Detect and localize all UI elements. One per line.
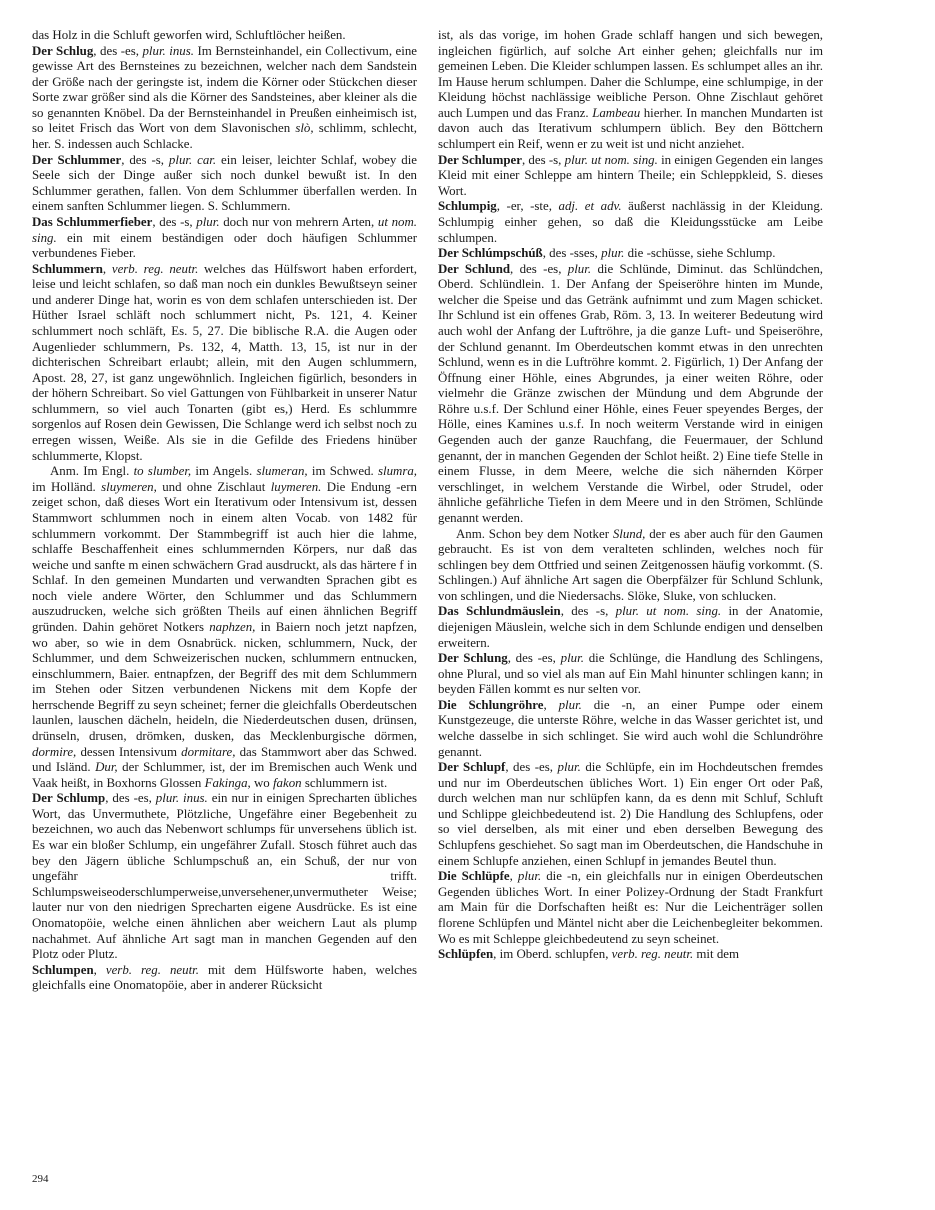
entry-text: dessen Intensivum — [76, 744, 182, 759]
italic-term: plur. — [567, 261, 592, 276]
left-column — [32, 28, 417, 994]
entry-text: in Baiern noch jetzt napfzen, wo aber, so wie in dem Osnabrück. nicken, schlummern, Nuck, der Schlummer, und dem Schweizerischen nucken, schlummern entnucken, einschlummern, Baier. entnapfzen, der Begriff des mit dem Schlummern im Stehen oder Sitzen verbundenen Nickens mit dem Kopfe der herrschende Begriff zu seyn scheinet; ferner die gleichfalls Oberdeutschen launlen, lauschen dächeln, heideln, die Niederdeutschen dusen, drünsen, drünseln, drusen, drömken, dusken, das Mecklenburgische dörmen, — [32, 619, 417, 744]
dictionary-entry — [438, 651, 823, 698]
dictionary-entry — [32, 963, 417, 994]
entry-text: schlummern ist. — [301, 775, 388, 790]
dictionary-entry — [438, 604, 823, 651]
page-number: 294 — [32, 1173, 49, 1185]
italic-term: slumra, — [377, 464, 418, 479]
entry-text: in der Anatomie, diejenigen Mäuslein, welche sich in dem Schlunde endigen und denselben erweitern. — [438, 604, 823, 650]
italic-term: adj. et adv. — [558, 199, 622, 214]
entry-text: die -schüsse, siehe Schlump. — [624, 246, 776, 261]
entry-text: im Angels. — [191, 464, 257, 479]
dictionary-entry — [438, 28, 823, 153]
headword: Schlumpen — [32, 962, 94, 977]
entry-text: im Schwed. — [307, 464, 378, 479]
headword: Der Schlump — [32, 791, 106, 806]
italic-term: Slund, — [612, 526, 646, 541]
headword: Das Schlummerfieber — [32, 214, 153, 229]
italic-term: verb. reg. neutr. — [111, 261, 199, 276]
headword: Schlumpig — [438, 199, 497, 214]
dictionary-entry — [32, 153, 417, 215]
dictionary-entry — [438, 760, 823, 869]
italic-term: dormitare, — [181, 744, 236, 759]
italic-term: to slumber, — [133, 464, 192, 479]
italic-term: Dur, — [95, 760, 118, 775]
italic-term: fakon — [272, 775, 302, 790]
headword: Das Schlundmäuslein — [438, 604, 561, 619]
headword: Der Schlúmpschúß — [438, 246, 543, 261]
italic-term: Lambeau — [592, 105, 641, 120]
italic-term: plur. inus. — [155, 791, 208, 806]
headword: Der Schlund — [438, 261, 511, 276]
entry-text: hierher. In manchen Mundarten ist davon auch das Iterativum schlumpern üblich. Bey den Böttchern schlumpert ein Reif, wenn er zu weit ist und nicht anziehet. — [438, 105, 823, 152]
italic-term: ut nom. sing. — [32, 214, 417, 245]
italic-term: luymeren. — [270, 479, 322, 494]
entry-text: die Schlünge, die Handlung des Schlingens, ohne Plural, und so viel als man auf Ein Mahl hinunter schlingen kann; in beyden Fällen kommt es nur selten vor. — [438, 651, 823, 697]
entry-text: Anm. Im Engl. — [50, 464, 134, 479]
italic-term: plur. ut nom. sing. — [564, 152, 658, 167]
italic-term: plur. — [517, 869, 542, 884]
entry-text: , des -es, — [505, 760, 558, 775]
italic-term: slò, — [295, 121, 314, 136]
dictionary-entry — [32, 28, 417, 44]
entry-text: , des -s, — [521, 152, 565, 167]
entry-text: Die Endung -ern zeiget schon, daß dieses Wort ein Iterativum oder Intensivum ist, dessen Stammwort schlummen noch in einem alten Vocab. von 1482 für schlummern vorkommt. Der Stammbegriff ist auch hier die lahme, schlaffe Beschaffenheit eines schlummernden Körpers, nur daß das weiche und sanfte m einen schwächern Grad ausdruckt, als das härtere f in Schlaf. In den gemeinen Mundarten und verwandten Sprachen gibt es noch viele andere Wörter, den Schlummer und das Schlummern auszudrucken, welche sich größten Theils auf einen ähnlichen Begriff gründen. Dahin gehöret Notkers — [32, 479, 417, 634]
dictionary-entry — [32, 44, 417, 153]
entry-text: mit dem — [693, 947, 740, 962]
entry-text: , des -s, — [152, 214, 197, 229]
headword: Der Schlumper — [438, 152, 522, 167]
dictionary-entry — [32, 262, 417, 465]
entry-text: wo — [250, 775, 273, 790]
entry-text: der Schlummer, ist, der im Bremischen auch Wenk und Vaak heißt, in Boxhorns Glossen — [32, 760, 417, 790]
italic-term: naphzen, — [209, 619, 256, 634]
headword: Der Schlug — [32, 43, 94, 58]
italic-term: dormire, — [32, 744, 77, 759]
italic-term: plur. car. — [168, 152, 217, 167]
italic-term: plur. — [560, 651, 584, 666]
entry-text: Im Bernsteinhandel, ein Collectivum, eine gewisse Art des Bernsteines zu bezeichnen, welcher nach dem Sandstein der Größe nach der geringste ist, indem die Körner oder Stückchen dieser Sorte zwar größer sind als die Körner des Sandsteines, aber kleiner als die so genannten Knöbel. Da der Bernsteinhandel in Preußen einheimisch ist, so leitet Frisch das Wort von dem Slavonischen — [32, 43, 418, 136]
italic-term: plur. — [601, 246, 625, 261]
entry-text: , des -s, — [560, 604, 616, 619]
italic-term: Fakinga, — [204, 775, 251, 790]
annotation-paragraph — [32, 464, 417, 791]
entry-text: , des -sses, — [542, 246, 602, 261]
italic-term: plur. inus. — [142, 43, 194, 58]
dictionary-entry — [438, 199, 823, 246]
entry-text: , des -es, — [93, 43, 143, 58]
entry-text: , -er, -ste, — [496, 199, 559, 214]
italic-term: verb. reg. neutr. — [611, 947, 694, 962]
dictionary-entry — [438, 698, 823, 760]
headword: Der Schlupf — [438, 760, 506, 775]
entry-text: in einigen Gegenden ein langes Kleid mit einer Schleppe am hintern Theile; ein Schleppkleid, S. dieses Wort. — [438, 152, 823, 198]
entry-text: schlimm, schlecht, her. S. indessen auch Schlacke. — [32, 121, 417, 152]
entry-text: ein nur in einigen Sprecharten übliches Wort, das Unvermuthete, Plötzliche, Ungefähre einer Begebenheit zu bezeichnen, wo auch das Nebenwort schlumps für unversehens üblich ist. Es war ein bloßer Schlump, ein ungefährer Zufall. Stosch führet auch das bey den Jägern übliche Schlumpschuß an, ein Schuß, der nur von ungefähr trifft. Schlumpsweiseoderschlumperweise,unversehener,unvermutheter Weise; lauter nur von den niedrigen Sprecharten eigene Ausdrücke. Es ist eine Onomatopöie, welche einen ähnlichen aber weichern Laut als plump nachahmet. Auf ähnliche Art sagt man in manchen Gegenden auf den Plotz oder Plutz. — [32, 791, 418, 962]
dictionary-entry — [32, 215, 417, 262]
right-column — [438, 28, 823, 963]
headword: Die Schlüpfe — [438, 869, 510, 884]
dictionary-entry — [438, 153, 823, 200]
entry-text: , des -es, — [507, 651, 561, 666]
italic-term: plur. — [558, 697, 582, 712]
entry-text: welches das Hülfswort haben erfordert, leise und leicht schlafen, so daß man noch ein dunkles Bewußtseyn seiner und anderer Dinge hat, worin es von dem schlafen unterschieden ist. Der Hüther Israel schläft noch schlummert nicht, Ps. 121, 4. Keiner schlummert noch schläft, Es. 5, 27. Die biblische R.A. die Augen oder Augenlieder schlummern, Ps. 132, 4, Matth. 13, 15, ist nur in der dichterischen Schreibart erlaubt; allein, mit den Augen schlummern, Apost. 28, 27, ist ganz ungewöhnlich. Ingleichen figürlich, besonders in der höhern Schreibart. So viel Gattungen von Fühlbarkeit in unserer Natur schlummern, so viel auch Tonarten (gibt es,) Herd. Es schlummre sorgenlos auf Rosen dein Gewissen, Die Schlange werd ich selbst noch zu erregen wissen, Weiße. Als sie in die Gefilde des Friedens hinüber schlummerte, Klopst. — [32, 261, 417, 463]
dictionary-entry — [438, 869, 823, 947]
entry-text: das Stammwort aber das Schwed. und Isländ. — [32, 744, 417, 775]
entry-text: und ohne Zischlaut — [156, 479, 271, 494]
entry-text: im Holländ. — [32, 479, 102, 494]
entry-text: äußerst nachlässig in der Kleidung. Schlumpig einher gehen, so daß die Kleidungsstücke am Leibe schlumpen. — [438, 199, 823, 245]
italic-term: plur. ut nom. sing. — [615, 604, 722, 619]
dictionary-entry — [438, 262, 823, 527]
entry-text: doch nur von mehrern Arten, — [219, 214, 378, 229]
italic-term: verb. reg. neutr. — [105, 962, 199, 977]
headword: Der Schlung — [438, 651, 508, 666]
headword: Schlummern — [32, 261, 103, 276]
entry-text: die -n, an einer Pumpe oder einem Kunstgezeuge, die unterste Röhre, welche in das Wasser gerichtet ist, und welche dasselbe in sich schlinget. Sie wird auch wohl die Schlundröhre genannt. — [438, 697, 824, 759]
entry-text: , des -es, — [105, 791, 156, 806]
entry-text: , — [93, 962, 106, 977]
entry-text: die -n, ein gleichfalls nur in einigen Oberdeutschen Gegenden übliches Wort. In einer Polizey-Ordnung der Stadt Frankfurt am Main für die Dorfschaften heißt es: Nur die Leichenträger sollen florene Schlüpfen und Mäntel nicht aber die Leichenbegleiter bekommen. Wo es mit Schleppe gleichbedeutend zu seyn scheinet. — [438, 869, 823, 946]
entry-text: Anm. Schon bey dem Notker — [456, 526, 613, 541]
entry-text: das Holz in die Schluft geworfen wird, Schluftlöcher heißen. — [32, 28, 346, 42]
entry-text: ist, als das vorige, im hohen Grade schlaff hangen und sich bewegen, ingleichen figürlich, auf solche Art einher gehen; gleichfalls nur im gemeinen Leben. Die Kleider schlumpen lassen. Es schlumpet alles an ihr. Im Hause herum schlumpen. Daher die Schlumpe, eine schlumpige, in der Kleidung höchst nachlässige weibliche Person. Ohne Zischlaut gehöret auch Lumpen und das Franz. — [438, 28, 823, 120]
entry-text: , — [509, 869, 518, 884]
italic-term: slumeran, — [256, 464, 308, 479]
italic-term: plur. — [557, 760, 581, 775]
headword: Die Schlungröhre — [438, 697, 544, 712]
entry-text: mit dem Hülfsworte haben, welches gleichfalls eine Onomatopöie, aber in anderer Rücksicht — [32, 962, 417, 993]
entry-text: die Schlünde, Diminut. das Schlündchen, Oberd. Schlündlein. 1. Der Anfang der Speiseröhre hinten im Munde, welcher die Speise und das Getränk aufnimmt und zum Magen schicket. Ihr Schlund ist ein offenes Grab, Röm. 3, 13. In weiterer Bedeutung wird auch wohl der Anfang der Luftröhre, ja die ganze Luft- und Speiseröhre, der Schlund genannt. Im Oberdeutschen kommt etwas in den unrechten Schlund, wenn es in die Luftröhre kommt. 2. Figürlich, 1) Der Anfang der Öffnung einer Höhle, eines Abgrundes, ja einer weiten Röhre, oder vielmehr die Gränze zwischen der Mündung und dem Abgrunde der Röhre u.s.f. Der Schlund einer Höhle, eines Feuer speyendes Berges, der Hölle, eines Kamines u.s.f. In noch weiterm Verstande wird in einigen Gegenden auch der ganze Rauchfang, die Feuermauer, der Schlund genannt, der in manchen Gegenden der Schlot heißt. 2) Eine tiefe Stelle in einem Flusse, in dem Meere, welche die sich nähernden Körper verschlinget, in welchem Verstande die Wirbel, oder Strudel, oder ähnliche gefährliche Tiefen in dem Meere und in den Strömen, Schlünde genannt werden. — [438, 261, 824, 525]
entry-text: ein leiser, leichter Schlaf, wobey die Seele sich der Dinge außer sich noch dunkel bewußt ist. In den Schlummer gerathen, fallen. Von dem Schlummer überfallen werden. In einem sanften Schlummer liegen. S. Schlummern. — [32, 152, 417, 214]
annotation-paragraph — [438, 527, 823, 605]
entry-text: , des -es, — [510, 261, 568, 276]
entry-text: , im Oberd. schlupfen, — [493, 947, 612, 962]
entry-text: , — [543, 697, 559, 712]
italic-term: plur. — [196, 214, 220, 229]
dictionary-entry — [32, 791, 417, 962]
dictionary-entry — [438, 246, 823, 262]
italic-term: sluymeren, — [101, 479, 157, 494]
entry-text: , — [102, 261, 112, 276]
headword: Schlüpfen — [438, 947, 494, 962]
dictionary-entry — [438, 947, 823, 963]
dictionary-page — [32, 28, 917, 1188]
entry-text: die Schlüpfe, ein im Hochdeutschen fremdes und nur im Oberdeutschen übliches Wort. 1) Ein enger Ort oder Paß, durch welchen man nur schlüpfen kann, da es denn mit Schluf, Schluft und Schlippe gleichbedeutend ist. 2) Die Handlung des Schlupfens, oder so viel derselben, als mit einer und eben derselben Bewegung des Schlupfens geschiehet. So sagt man im Oberdeutschen, die Handschuhe in einem Schlupfe anziehen, einen Schlupf in jemandes Beutel thun. — [438, 760, 824, 868]
entry-text: , des -s, — [121, 152, 169, 167]
entry-text: ein mit einem beständigen oder doch häufigen Schlummer verbundenes Fieber. — [32, 230, 417, 261]
headword: Der Schlummer — [32, 152, 122, 167]
entry-text: der es aber auch für den Gaumen gebraucht. Es ist von dem veralteten schlinden, welches noch für schlingen bey dem Ottfried und seinen Zeitgenossen häufig vorkommt. (S. Schlingen.) Auf ähnliche Art sagen die Oberpfälzer für Schlund Schlunk, von schlingen, und die Niedersachs. Slöke, Sluke, von schlucken. — [438, 526, 823, 603]
